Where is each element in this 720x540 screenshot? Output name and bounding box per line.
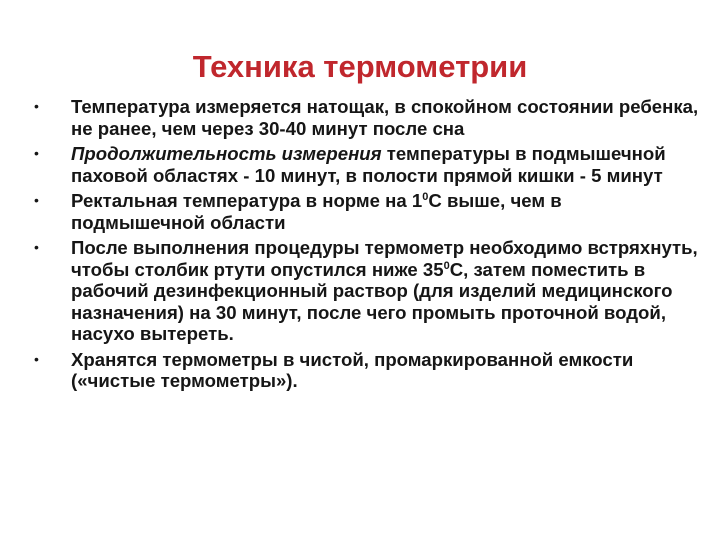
item-text: температуры в подмышечной паховой областях - 10 минут, в полости прямой кишки - 5 минут: [71, 143, 666, 186]
list-item: [30, 143, 700, 186]
item-text: Хранятся термометры в чистой, промаркированной емкости («чистые термометры»).: [71, 348, 634, 391]
degree-superscript: 0: [443, 259, 450, 272]
list-item: [30, 96, 700, 139]
list-item: [30, 349, 700, 392]
degree-superscript: 0: [422, 191, 429, 203]
slide-title: Техника термометрии: [192, 49, 528, 84]
item-text: С выше, чем в подмышечной области: [71, 190, 562, 233]
item-text: Температура измеряется натощак, в спокойном состоянии ребенка, не ранее, чем через 30-40 минут после сна: [71, 96, 699, 139]
item-text: После выполнения процедуры термометр необходимо встряхнуть, чтобы столбик ртути опустился ниже 35: [71, 237, 698, 280]
bullet-icon: •: [34, 192, 39, 208]
bullet-list: [30, 96, 700, 392]
bullet-icon: •: [34, 350, 39, 367]
item-text: Ректальная температура в норме на 1: [71, 190, 423, 211]
item-italic-text: Продолжительность измерения: [71, 143, 382, 164]
bullet-icon: •: [34, 98, 39, 114]
list-item: [30, 190, 700, 233]
bullet-icon: •: [34, 239, 39, 255]
list-item: [30, 237, 700, 345]
bullet-icon: •: [34, 145, 39, 161]
item-text: С, затем поместить в рабочий дезинфекционный раствор (для изделий медицинского назначения) на 30 минут, после чего промыть проточной водой, насухо вытереть.: [71, 258, 673, 344]
